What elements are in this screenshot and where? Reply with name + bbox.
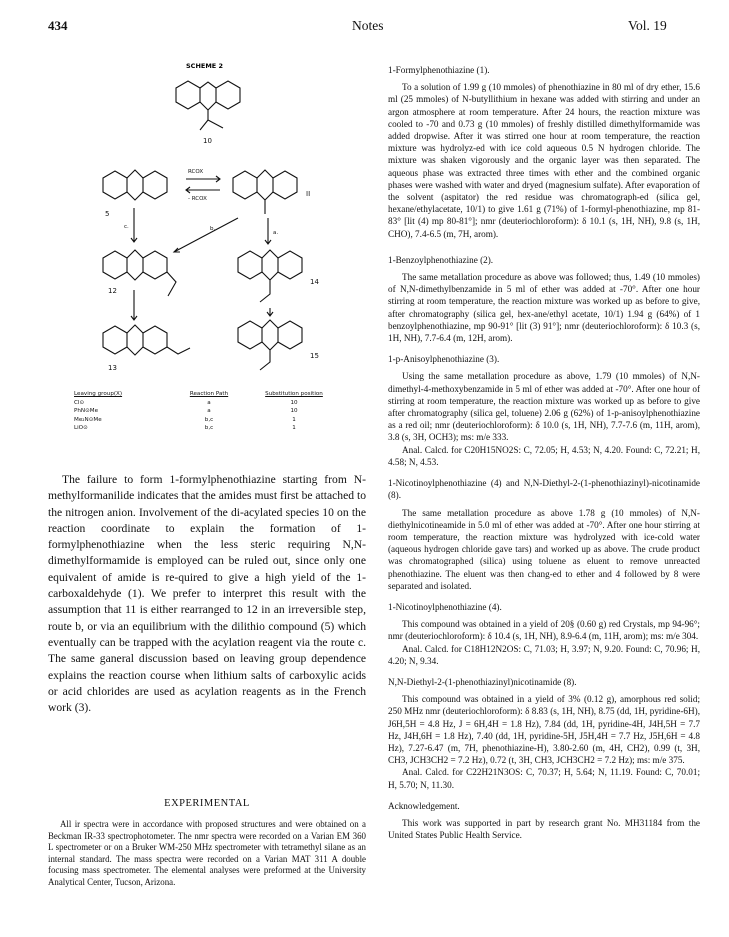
section-heading: N,N-Diethyl-2-(1-phenothiazinyl)nicotinamide (8). <box>388 676 577 687</box>
svg-text:10: 10 <box>203 137 212 145</box>
volume-label: Vol. 19 <box>628 18 667 33</box>
table-row: PhN⊙Me a 10 <box>74 408 298 415</box>
arrow-5-to-12 <box>131 208 137 242</box>
compound-10 <box>176 81 240 130</box>
experimental-heading: EXPERIMENTAL <box>164 798 250 809</box>
analysis-line: Anal. Calcd. for C18H12N2OS: C, 71.03; H, 3.97; N, 9.20. Found: C, 70.96; H, 4.20; N, 9.34. <box>388 643 700 666</box>
svg-text:15: 15 <box>310 352 319 360</box>
svg-text:14: 14 <box>310 278 319 286</box>
compound-13 <box>103 325 190 355</box>
svg-text:II: II <box>306 190 311 198</box>
acknowledgement-heading: Acknowledgement. <box>388 800 460 811</box>
svg-text:b.: b. <box>210 226 216 232</box>
section-body: This compound was obtained in a yield of 3% (0.12 g), amorphous red solid; 250 MHz nmr (deuteriochloroform): δ 8.83 (s, 1H, NH), 8.75 (dd, 1H, pyridine-6H), J6H,5H = 4.8 Hz, J = 6H,4H = 1.8 Hz), 7.84 (dd, 1H, pyridine-4H, J4H,5H = 7.7 Hz, J4H,6H = 1.8 Hz), 7.40 (dd, 1H, pyridine-5H, J5H,4H = 7.7 Hz, J5H,6H = 4.8 Hz), 7.27-6.47 (m, 7H, phenothiazine-H), 3.80-2.60 (m, 4H, CH2), 0.99 (t, 3H, CH3, JCH3CH2 = 7.2 Hz), 0.72 (t, 3H, CH3, JCH3CH2 = 7.2 Hz); ms: m/e 375. <box>388 694 700 766</box>
reverse-arrow <box>186 187 220 193</box>
section-heading: 1-Formylphenothiazine (1). <box>388 65 490 75</box>
section-body: This compound was obtained in a yield of 20§ (0.60 g) red Crystals, mp 94-96°; nmr (deuteriochloroform): δ 10.4 (s, 1H, NH), 8.9-6.4 (m, 11H, arom); ms: m/e 304. <box>388 619 700 642</box>
svg-text:c.: c. <box>124 224 129 230</box>
compound-14 <box>238 250 302 302</box>
section-body: The same metallation procedure as above 1.78 g (10 mmoles) of N,N-diethylnicotineamide in 5.0 ml of ether was added at -70°. After one hour stirring at room temperature, the reaction mixture was hydrolyzed with ice-cold water (aqueous hydrogen chloride gave tars) and worked up as above. The crude product was chromatographed (silica) using toluene as eluent to remove unreacted phenothiazine. The eluent was then chang-ed to ether and 4 followed by 8 were separated and isolated. <box>388 507 700 591</box>
table-header: Leaving group(X) Reaction Path Substitution position <box>74 391 323 397</box>
svg-text:12: 12 <box>108 287 117 295</box>
arrow-11-to-12 <box>174 218 238 252</box>
svg-text:13: 13 <box>108 364 117 372</box>
table-row: LiO⊙ b,c 1 <box>74 425 296 432</box>
arrow-12-to-13 <box>131 290 137 320</box>
acknowledgement-body: This work was supported in part by research grant No. MH31184 from the United States Public Health Service. <box>388 817 700 841</box>
table-row: Cl⊙ a 10 <box>74 399 298 406</box>
forward-arrow <box>186 176 220 182</box>
analysis-line: Anal. Calcd. for C20H15NO2S: C, 72.05; H, 4.53; N, 4.20. Found: C, 72.21; H, 4.58; N, 4.53. <box>388 444 700 467</box>
section-heading: 1-Nicotinoylphenothiazine (4) and N,N-Diethyl-2-(1-phenothiazinyl)-nicotinamide (8). <box>388 478 700 501</box>
section-heading: 1-p-Anisoylphenothiazine (3). <box>388 354 500 365</box>
svg-text:- RCOX: - RCOX <box>188 196 207 202</box>
section-body: Using the same metallation procedure as above, 1.79 (10 mmoles) of N,N-dimethyl-4-methoxybenzamide in 5 ml of ether was added at -70°. After one hour of stirring at room temperature, the reaction mixture was worked up as before to give after chromatography (silica gel, toluene) 2.06 g (62%) of 1-p-anisoylphenothiazine as a red oil; nmr (deuteriochloroform): δ 10.0 (s, 1H, NH), 7.7-7.6 (m, 11H, arom), 3.8 (s, 3H, OCH3); ms: m/e 333. <box>388 371 700 443</box>
compound-15 <box>238 320 302 370</box>
table-row: Me₂N⊙Me b,c 1 <box>74 416 296 423</box>
leaving-group-table <box>74 390 334 433</box>
section-title: Notes <box>352 18 384 33</box>
experimental-paragraph: All ir spectra were in accordance with proposed structures and were obtained on a Beckman IR-33 spectrophotometer. The nmr spectra were recorded on a Varian EM 360 L spectrometer or on a Bruker WM-250 MHz spectrometer with tetramethyl silane as an internal standard. The mass spectra were recorded on a Varian MAT 311 A double focusing mass spectrometer. The elemental analyses were preformed at the University Analytical Center, Tucson, Arizona. <box>48 819 366 887</box>
arrow-14-to-15 <box>267 308 273 316</box>
page-number: 434 <box>48 18 68 33</box>
scheme-title: SCHEME 2 <box>186 62 224 70</box>
section-heading: 1-Nicotinoylphenothiazine (4). <box>388 601 502 612</box>
section-body: The same metallation procedure as above was followed; thus, 1.49 (10 mmoles) of N,N-dimethylbenzamide in 5 ml of ether was added at -70°. After one hour stirring at room temperature, the reaction mixture was worked up as before to give, after chromatography (silica gel, hex-ane/ethyl acetate, 10/1) 1.94 g (64%) of 1 benzoylphenothiazine, mp 90-91° [lit (3) 91°]; nmr (deuteriochloroform): δ 10.3 (s, 1H, NH), 7.7-6.4 (m, 12H, arom). <box>388 272 700 344</box>
compound-11 <box>233 170 297 214</box>
svg-text:5: 5 <box>105 210 110 218</box>
svg-text:RCOX: RCOX <box>188 169 204 175</box>
analysis-line: Anal. Calcd. for C22H21N3OS: C, 70.37; H, 5.64; N, 11.19. Found: C, 70.01; H, 5.70; N, 11.30. <box>388 767 700 790</box>
svg-text:a.: a. <box>273 230 279 236</box>
right-column <box>388 64 700 841</box>
arrow-11-to-14 <box>265 218 271 244</box>
section-body: To a solution of 1.99 g (10 mmoles) of phenothiazine in 80 ml of dry ether, 15.6 ml (25 mmoles) of N-butyllithium in hexane was added with stirring and under an argon atmosphere at room temperature. After 24 hours, the reaction mixture was cooled to -70 and 0.73 g (10 mmoles) of freshly distilled dimethylformamide was added dropwise. After it was stirred one hour at room temperature, the reaction mixture was hydrolyz-ed with ice cold aqueous 0.5 N hydrogen chloride. The mixture was shaken vigorously and the organic layer was then separated. The aqueous phase was extracted three times with ether and the combined organic phases were washed with water and dryed (magnesium sulfate). After evaporation of the solvent (aspitator) the red residue was chromatograph-ed (silica gel, hexane/ethylacetate, 10/1) to give 1.61 g (71%) of 1-formyl-phenothiazine, mp 81-83° [lit (4) mp 80-81°]; nmr (deuteriochloroform): δ 10.1 (s, 1H, NH), 9.8 (s, 1H, CHO), 7.4-6.5 (m, 7H, arom). <box>388 82 700 239</box>
scheme-drawing <box>48 58 368 388</box>
discussion-paragraph: The failure to form 1-formylphenothiazine starting from N-methylformanilide indicates that the amides must first be attached to the nitrogen anion. Involvement of the di-acylated species 10 on the reaction coordinate to explain the formation of 1-formylphenothiazine when the less steric requiring N,N-dimethylformamide is employed can be ruled out, since only one equivalent of amide is re-quired to give a high yield of the 1-carboxaldehyde (1). We prefer to interpret this result with the assumption that 11 is either rearranged to 12 in an irreversible step, route b, or via an equilibrium with the dilithio compound (5) which eventually can be trapped with the acylation reagent via the route c. The same ganeral discussion based on leaving group dependence explains the reaction course when lithium salts of carboxylic acids or acid chlorides are used as acylation reagents as in the French work (3). <box>48 473 366 715</box>
section-heading: 1-Benzoylphenothiazine (2). <box>388 254 494 265</box>
compound-5 <box>103 170 167 200</box>
